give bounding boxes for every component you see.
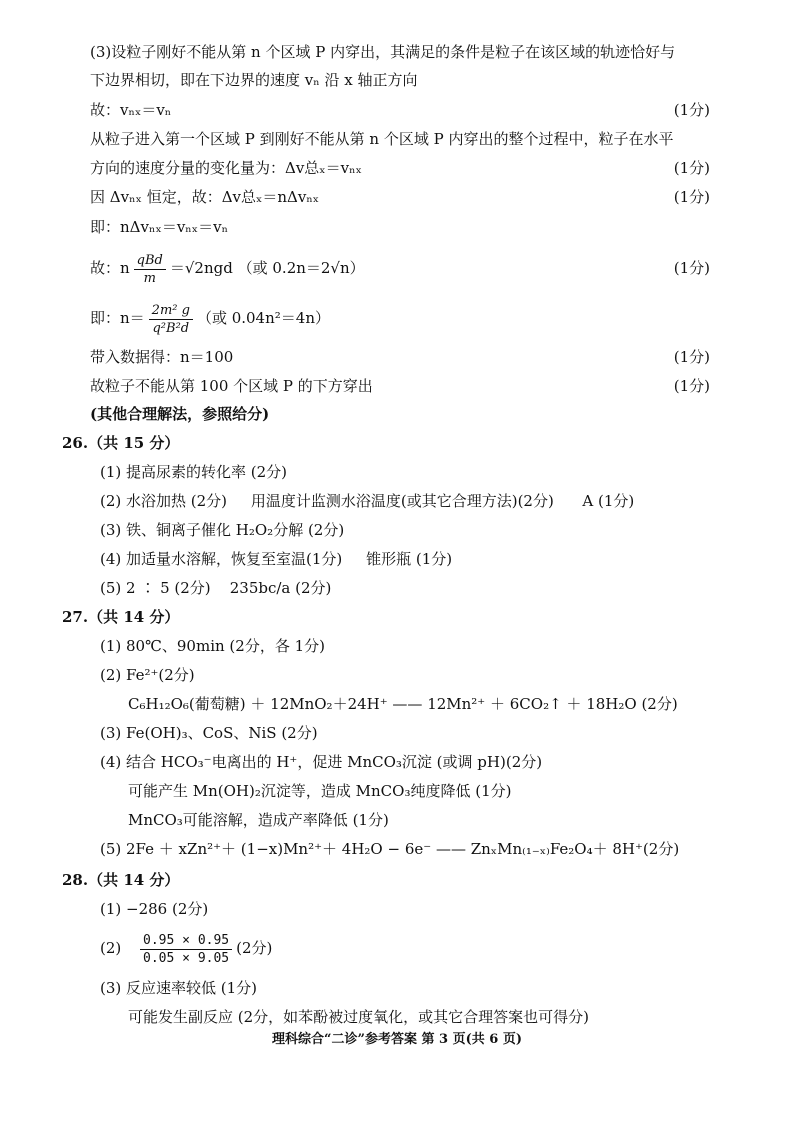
q25-line-10: 带入数据得：n＝100 — [90, 348, 234, 366]
q28-answer-3-note: 可能发生副反应 (2分，如苯酚被过度氧化，或其它合理答案也可得分) — [128, 1008, 590, 1026]
q28-fraction-numerator: 0.95 × 0.95 — [140, 932, 232, 950]
q25-score-3: (1分) — [673, 101, 710, 119]
q25-score-5: (1分) — [673, 159, 710, 177]
q28-answer-2 — [100, 926, 272, 970]
q25-fraction-numerator: qBd — [134, 252, 166, 270]
q25-line-7: 即：nΔvₙₓ＝vₙₓ＝vₙ — [90, 218, 229, 236]
q25-fraction-n — [149, 302, 193, 337]
q25-line-12: (其他合理解法，参照给分) — [90, 405, 270, 423]
q27-answer-4-note-2: MnCO₃可能溶解，造成产率降低 (1分) — [128, 811, 389, 829]
q25-line-9 — [90, 298, 330, 338]
q25-line-6: 因 Δvₙₓ 恒定，故：Δv总ₓ＝nΔvₙₓ — [90, 188, 320, 206]
q25-fraction-denominator: m — [143, 270, 156, 286]
q25-line-8 — [90, 248, 365, 288]
q27-answer-5: (5) 2Fe ＋ xZn²⁺＋ (1−x)Mn²⁺＋ 4H₂O − 6e⁻ —— ZnₓMn₍₁₋ₓ₎Fe₂O₄＋ 8H⁺(2分) — [100, 840, 680, 858]
q28-answer-2-score: (2分) — [236, 939, 273, 957]
q25-line-2: 下边界相切，即在下边界的速度 vₙ 沿 x 轴正方向 — [90, 71, 418, 89]
q25-fraction-qbd-m — [134, 252, 166, 287]
q25-score-10: (1分) — [673, 348, 710, 366]
q26-answer-1: (1) 提高尿素的转化率 (2分) — [100, 463, 288, 481]
q28-fraction-denominator: 0.05 × 9.05 — [143, 950, 230, 966]
q28-fraction — [140, 932, 232, 967]
q25-line-3: 故：vₙₓ＝vₙ — [90, 101, 172, 119]
q25-score-6: (1分) — [673, 188, 710, 206]
q25-score-8: (1分) — [673, 259, 710, 277]
q25-line-1: (3)设粒子刚好不能从第 n 个区域 P 内穿出，其满足的条件是粒子在该区域的轨迹恰好与 — [90, 43, 676, 61]
q25-line-5: 方向的速度分量的变化量为：Δv总ₓ＝vₙₓ — [90, 159, 362, 177]
q26-answer-5: (5) 2 ∶ 5 (2分) 235bc/a (2分) — [100, 579, 332, 597]
q28-answer-2-label: (2) — [100, 939, 122, 957]
page-footer: 理科综合“二诊”参考答案 第 3 页(共 6 页) — [272, 1032, 522, 1047]
q28-answer-3: (3) 反应速率较低 (1分) — [100, 979, 258, 997]
q26-answer-4: (4) 加适量水溶解，恢复至室温(1分) 锥形瓶 (1分) — [100, 550, 453, 568]
q26-heading: 26.（共 15 分） — [62, 434, 180, 452]
q25-line-9-prefix: 即：n＝ — [90, 309, 145, 327]
q28-heading: 28.（共 14 分） — [62, 871, 180, 889]
q27-answer-2-equation: C₆H₁₂O₆(葡萄糖) ＋ 12MnO₂＋24H⁺ —— 12Mn²⁺ ＋ 6CO₂↑ ＋ 18H₂O (2分) — [128, 695, 678, 713]
q25-fraction-n-numerator: 2m² g — [149, 302, 193, 320]
q25-score-11: (1分) — [673, 377, 710, 395]
q26-answer-2: (2) 水浴加热 (2分) 用温度计监测水浴温度(或其它合理方法)(2分) A (1分) — [100, 492, 635, 510]
q27-answer-1: (1) 80℃、90min (2分，各 1分) — [100, 637, 325, 655]
q26-answer-3: (3) 铁、铜离子催化 H₂O₂分解 (2分) — [100, 521, 345, 539]
q25-line-9-rest: （或 0.04n²＝4n） — [196, 309, 330, 327]
q27-answer-2: (2) Fe²⁺(2分) — [100, 666, 195, 684]
q28-answer-1: (1) −286 (2分) — [100, 900, 209, 918]
q25-line-4: 从粒子进入第一个区域 P 到刚好不能从第 n 个区域 P 内穿出的整个过程中，粒子在水平 — [90, 130, 674, 148]
q25-line-8-prefix: 故：n — [90, 259, 130, 277]
q25-line-8-rest: ＝√2ngd （或 0.2n＝2√n） — [169, 259, 365, 277]
q25-fraction-n-denominator: q²B²d — [152, 320, 190, 336]
q27-answer-3: (3) Fe(OH)₃、CoS、NiS (2分) — [100, 724, 318, 742]
q27-answer-4: (4) 结合 HCO₃⁻电离出的 H⁺，促进 MnCO₃沉淀 (或调 pH)(2分) — [100, 753, 543, 771]
q25-line-11: 故粒子不能从第 100 个区域 P 的下方穿出 — [90, 377, 373, 395]
q27-heading: 27.（共 14 分） — [62, 608, 180, 626]
q27-answer-4-note-1: 可能产生 Mn(OH)₂沉淀等，造成 MnCO₃纯度降低 (1分) — [128, 782, 512, 800]
